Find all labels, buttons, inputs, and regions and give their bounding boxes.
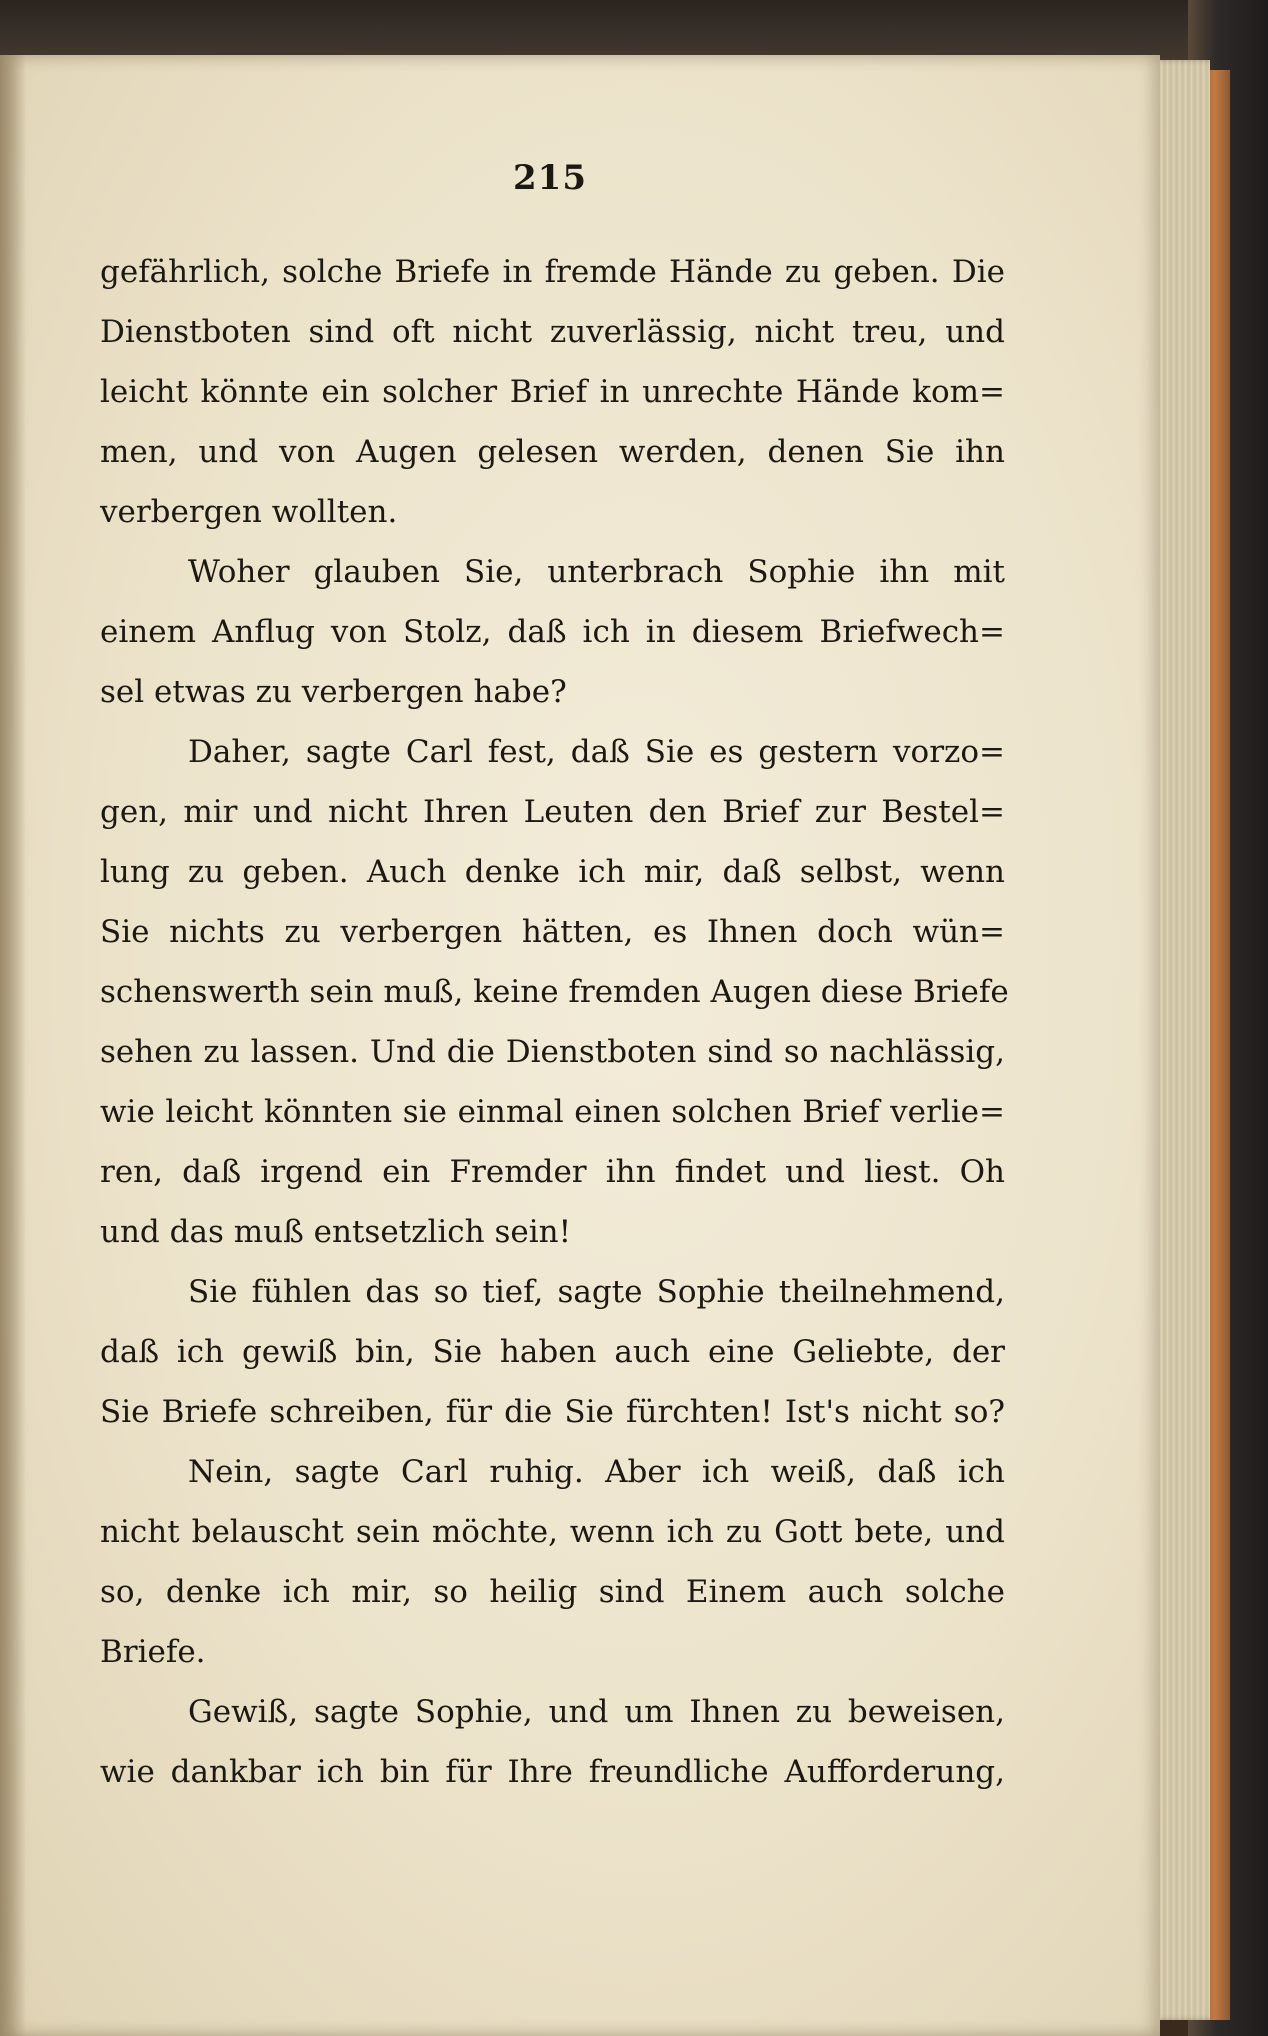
text-line: schenswerth sein muß, keine fremden Augen diese Briefe	[100, 974, 1009, 1010]
text-line: men, und von Augen gelesen werden, denen Sie ihn	[100, 434, 1005, 470]
text-line: Sie fühlen das so tief, sagte Sophie theilnehmend,	[188, 1274, 1005, 1310]
text-line: lung zu geben. Auch denke ich mir, daß selbst, wenn	[100, 854, 1005, 890]
text-line: gen, mir und nicht Ihren Leuten den Brief zur Bestel=	[100, 794, 1005, 830]
body-text	[100, 242, 1009, 1802]
gutter-shadow	[0, 55, 26, 2036]
text-line: Gewiß, sagte Sophie, und um Ihnen zu beweisen,	[188, 1694, 1005, 1730]
text-line: verbergen wollten.	[100, 494, 398, 530]
text-line: Dienstboten sind oft nicht zuverlässig, nicht treu, und	[100, 314, 1005, 350]
text-line: wie leicht könnten sie einmal einen solchen Brief verlie=	[100, 1094, 1005, 1130]
text-line: sehen zu lassen. Und die Dienstboten sind so nachlässig,	[100, 1034, 1005, 1070]
text-line: ren, daß irgend ein Fremder ihn findet und liest. Oh	[100, 1154, 1005, 1190]
text-line: Woher glauben Sie, unterbrach Sophie ihn mit	[188, 554, 1005, 590]
text-line: Briefe.	[100, 1634, 206, 1670]
text-line: nicht belauscht sein möchte, wenn ich zu Gott bete, und	[100, 1514, 1005, 1550]
text-line: leicht könnte ein solcher Brief in unrechte Hände kom=	[100, 374, 1005, 410]
text-line: Sie Briefe schreiben, für die Sie fürchten! Ist's nicht so?	[100, 1394, 1005, 1430]
page-number: 215	[513, 158, 587, 198]
text-line: gefährlich, solche Briefe in fremde Hände zu geben. Die	[100, 254, 1005, 290]
text-line: Daher, sagte Carl fest, daß Sie es gestern vorzo=	[188, 734, 1005, 770]
text-line: daß ich gewiß bin, Sie haben auch eine Geliebte, der	[100, 1334, 1005, 1370]
text-line: Nein, sagte Carl ruhig. Aber ich weiß, daß ich	[188, 1454, 1005, 1490]
text-line: einem Anflug von Stolz, daß ich in diesem Briefwech=	[100, 614, 1005, 650]
text-line: wie dankbar ich bin für Ihre freundliche Aufforderung,	[100, 1754, 1005, 1790]
text-line: sel etwas zu verbergen habe?	[100, 674, 567, 710]
text-line: so, denke ich mir, so heilig sind Einem auch solche	[100, 1574, 1005, 1610]
text-line: und das muß entsetzlich sein!	[100, 1214, 572, 1250]
text-line: Sie nichts zu verbergen hätten, es Ihnen doch wün=	[100, 914, 1005, 950]
